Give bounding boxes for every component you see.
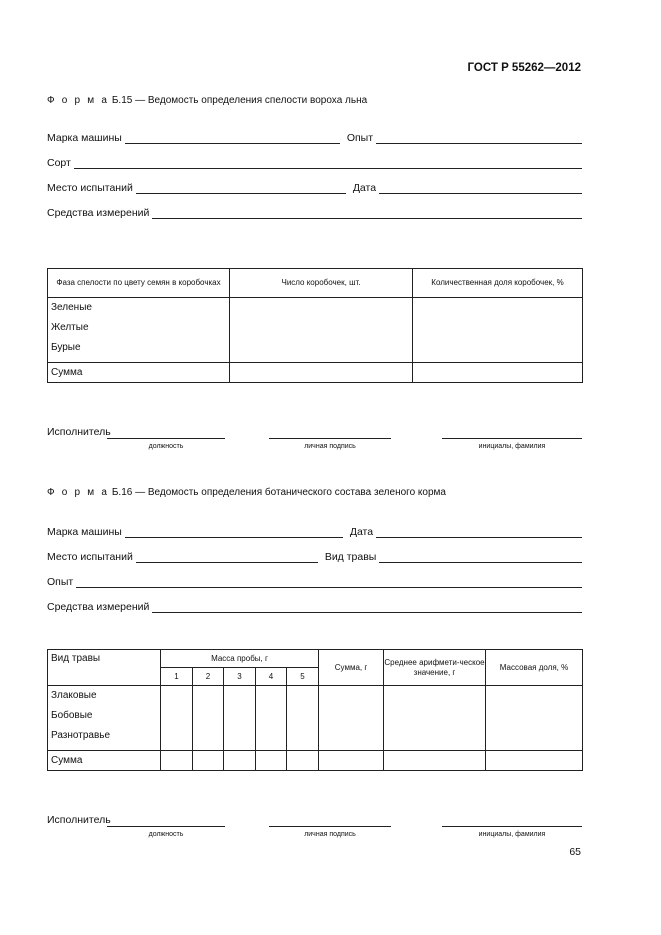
total-cell-1[interactable] bbox=[161, 751, 193, 771]
mass-cell-2[interactable] bbox=[193, 686, 224, 751]
date-field[interactable] bbox=[379, 183, 582, 194]
total-count-cell[interactable] bbox=[230, 363, 413, 383]
form2-row-instruments bbox=[47, 599, 582, 613]
header-share: Массовая доля, % bbox=[486, 650, 583, 686]
share-cell[interactable] bbox=[486, 686, 583, 751]
grass-label: Вид травы bbox=[324, 551, 377, 563]
place-field[interactable] bbox=[136, 183, 346, 194]
executor-label: Исполнитель bbox=[47, 814, 111, 826]
form-prefix: Ф о р м а bbox=[47, 95, 110, 106]
form-prefix: Ф о р м а bbox=[47, 487, 110, 498]
position-caption: должность bbox=[148, 443, 184, 450]
page-number: 65 bbox=[569, 846, 581, 858]
experiment-label: Опыт bbox=[47, 576, 74, 588]
instruments-field[interactable] bbox=[152, 602, 582, 613]
grass-cereal: Злаковые bbox=[51, 690, 97, 701]
form-title-text: Б.15 — Ведомость определения спелости вороха льна bbox=[111, 95, 368, 106]
form1-row-instruments bbox=[47, 205, 582, 219]
header-count: Число коробочек, шт. bbox=[230, 269, 413, 298]
experiment-field[interactable] bbox=[376, 133, 582, 144]
form1-row-variety bbox=[47, 155, 582, 169]
total-cell-3[interactable] bbox=[224, 751, 256, 771]
signature-line[interactable] bbox=[269, 826, 391, 827]
phase-labels-cell bbox=[48, 298, 230, 363]
variety-label: Сорт bbox=[47, 157, 71, 169]
grass-labels-cell bbox=[48, 686, 161, 751]
botanical-table bbox=[47, 649, 583, 771]
total-sum-cell[interactable] bbox=[319, 751, 384, 771]
form-title-text: Б.16 — Ведомость определения ботанического состава зеленого корма bbox=[111, 487, 446, 498]
document-standard-code: ГОСТ Р 55262—2012 bbox=[467, 62, 581, 74]
share-cell[interactable] bbox=[413, 298, 583, 363]
date-field[interactable] bbox=[376, 527, 582, 538]
sample-2: 2 bbox=[193, 668, 224, 686]
form2-row-machine-date bbox=[47, 524, 582, 538]
mass-cell-4[interactable] bbox=[256, 686, 287, 751]
place-label: Место испытаний bbox=[47, 182, 133, 194]
total-mean-cell[interactable] bbox=[384, 751, 486, 771]
experiment-label: Опыт bbox=[346, 132, 374, 144]
position-line[interactable] bbox=[107, 438, 225, 439]
header-mass: Масса пробы, г bbox=[161, 650, 319, 668]
sample-5: 5 bbox=[287, 668, 319, 686]
experiment-field[interactable] bbox=[76, 577, 582, 588]
phase-green: Зеленые bbox=[51, 302, 92, 313]
sample-3: 3 bbox=[224, 668, 256, 686]
header-share: Количественная доля коробочек, % bbox=[413, 269, 583, 298]
maturity-table bbox=[47, 268, 583, 383]
header-sum: Сумма, г bbox=[319, 650, 384, 686]
place-label: Место испытаний bbox=[47, 551, 133, 563]
mean-cell[interactable] bbox=[384, 686, 486, 751]
place-field[interactable] bbox=[136, 552, 318, 563]
total-share-cell[interactable] bbox=[413, 363, 583, 383]
phase-brown: Бурые bbox=[51, 342, 81, 353]
header-phase: Фаза спелости по цвету семян в коробочках bbox=[48, 269, 230, 298]
sum-cell[interactable] bbox=[319, 686, 384, 751]
form1-row-machine-experiment bbox=[47, 130, 582, 144]
form-b16-title bbox=[47, 487, 446, 498]
mass-cell-1[interactable] bbox=[161, 686, 193, 751]
total-label: Сумма bbox=[48, 751, 161, 771]
instruments-field[interactable] bbox=[152, 208, 582, 219]
name-caption: инициалы, фамилия bbox=[478, 831, 546, 838]
date-label: Дата bbox=[349, 526, 374, 538]
variety-field[interactable] bbox=[74, 158, 582, 169]
mass-cell-3[interactable] bbox=[224, 686, 256, 751]
form1-signature-block bbox=[47, 426, 582, 456]
name-line[interactable] bbox=[442, 826, 582, 827]
header-grass: Вид травы bbox=[48, 650, 161, 686]
sample-4: 4 bbox=[256, 668, 287, 686]
signature-caption: личная подпись bbox=[304, 831, 356, 838]
form2-signature-block bbox=[47, 814, 582, 844]
mass-cell-5[interactable] bbox=[287, 686, 319, 751]
total-cell-2[interactable] bbox=[193, 751, 224, 771]
header-mean: Среднее арифмети-ческое значение, г bbox=[384, 650, 486, 686]
signature-line[interactable] bbox=[269, 438, 391, 439]
count-cell[interactable] bbox=[230, 298, 413, 363]
form2-row-place-grass bbox=[47, 549, 582, 563]
form1-row-place-date bbox=[47, 180, 582, 194]
machine-field[interactable] bbox=[125, 527, 343, 538]
form2-row-experiment bbox=[47, 574, 582, 588]
grass-mixed: Разнотравье bbox=[51, 730, 111, 741]
machine-field[interactable] bbox=[125, 133, 340, 144]
total-cell-5[interactable] bbox=[287, 751, 319, 771]
sample-1: 1 bbox=[161, 668, 193, 686]
grass-legume: Бобовые bbox=[51, 710, 93, 721]
signature-caption: личная подпись bbox=[304, 443, 356, 450]
position-caption: должность bbox=[148, 831, 184, 838]
total-cell-4[interactable] bbox=[256, 751, 287, 771]
total-share-cell[interactable] bbox=[486, 751, 583, 771]
instruments-label: Средства измерений bbox=[47, 207, 150, 219]
executor-label: Исполнитель bbox=[47, 426, 111, 438]
phase-yellow: Желтые bbox=[51, 322, 89, 333]
grass-field[interactable] bbox=[379, 552, 582, 563]
name-caption: инициалы, фамилия bbox=[478, 443, 546, 450]
form-b15-title bbox=[47, 95, 367, 106]
machine-label: Марка машины bbox=[47, 526, 122, 538]
name-line[interactable] bbox=[442, 438, 582, 439]
instruments-label: Средства измерений bbox=[47, 601, 150, 613]
position-line[interactable] bbox=[107, 826, 225, 827]
machine-label: Марка машины bbox=[47, 132, 122, 144]
total-label: Сумма bbox=[48, 363, 230, 383]
date-label: Дата bbox=[352, 182, 377, 194]
